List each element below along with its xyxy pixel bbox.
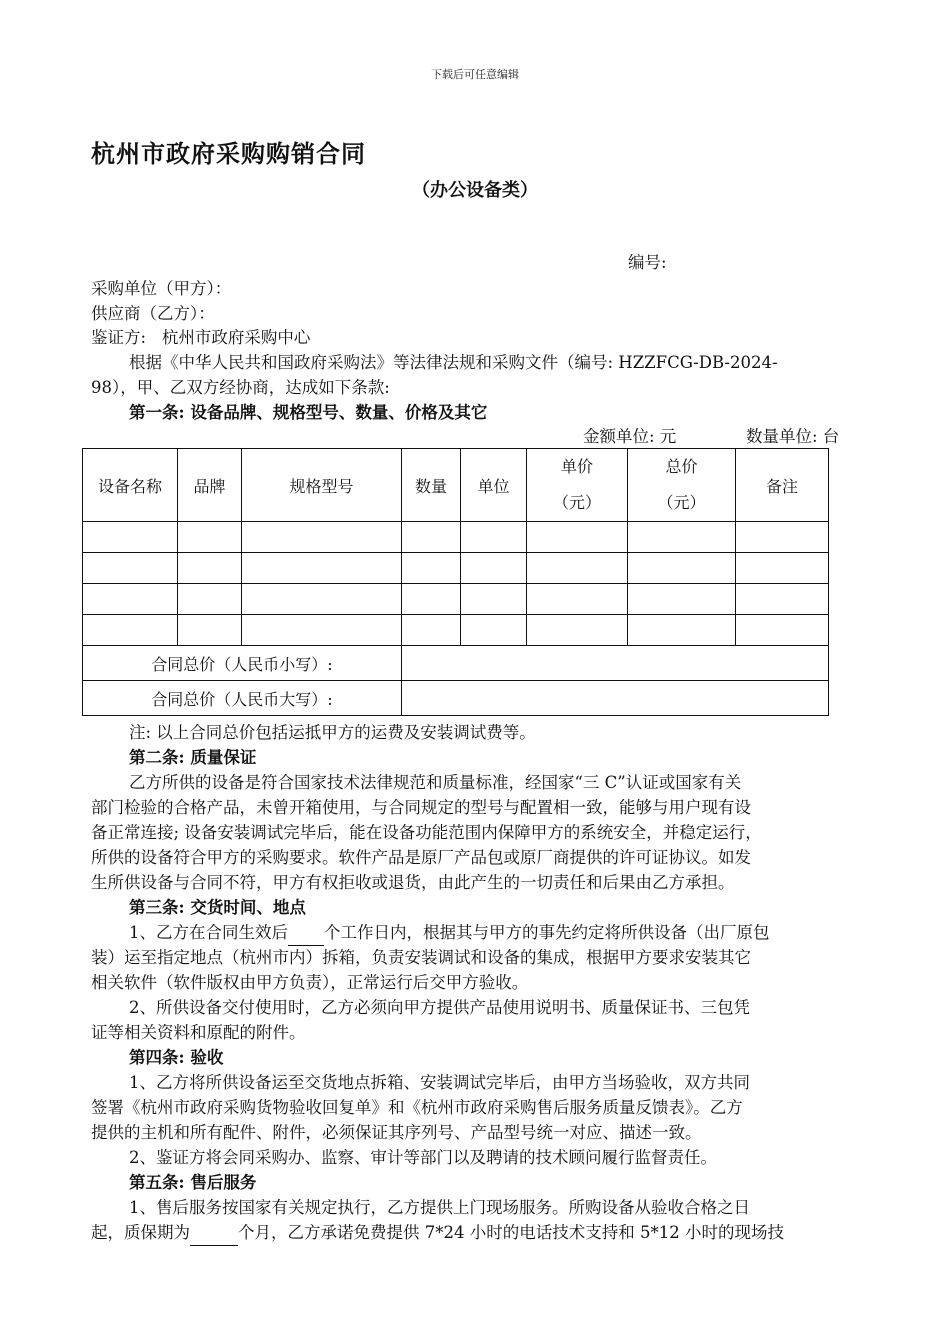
header-remarks: 备注	[736, 449, 829, 522]
article5-heading: 第五条: 售后服务	[129, 1173, 257, 1192]
header-unit-price	[527, 449, 628, 522]
article5-p1-line-1: 1、售后服务按国家有关规定执行，乙方提供上门现场服务。所购设备从验收合格之日	[129, 1198, 750, 1217]
header-name: 设备名称	[83, 449, 178, 522]
article4-p1-line-2: 签署《杭州市政府采购货物验收回复单》和《杭州市政府采购售后服务质量反馈表》。乙方	[91, 1098, 743, 1117]
total-lower-value	[402, 646, 829, 681]
article3-p1-line-1	[129, 920, 770, 946]
article3-p1-line-2: 装）运至指定地点（杭州市内）拆箱，负责安装调试和设备的集成，根据甲方要求安装其它	[91, 948, 751, 967]
article2-line-2: 部门检验的合格产品，未曾开箱使用，与合同规定的型号与配置相一致，能够与用户现有设	[91, 798, 751, 817]
table-row	[83, 615, 829, 646]
header-unit-price-label: 单价	[560, 457, 593, 476]
table-row	[83, 522, 829, 553]
witness-line	[91, 325, 310, 351]
witness-value: 杭州市政府采购中心	[161, 328, 311, 347]
total-lower-label: 合同总价（人民币小写）:	[83, 646, 402, 681]
header-unit: 单位	[461, 449, 527, 522]
header-total-price	[628, 449, 736, 522]
article2-line-4: 所供的设备符合甲方的采购要求。软件产品是原厂产品包或原厂商提供的许可证协议。如发	[91, 848, 751, 867]
total-upper-row	[83, 681, 829, 716]
article3-p2-line-1: 2、所供设备交付使用时，乙方必须向甲方提供产品使用说明书、质量保证书、三包凭	[129, 998, 750, 1017]
header-total-price-label: 总价	[665, 457, 698, 476]
document-title: 杭州市政府采购购销合同	[91, 139, 366, 168]
header-unit-price-currency: （元）	[552, 493, 601, 512]
header-quantity: 数量	[402, 449, 461, 522]
article3-p1-line-1-a: 1、乙方在合同生效后	[129, 923, 288, 942]
warranty-months-blank	[190, 1227, 238, 1246]
article4-p2-line-1: 2、鉴证方将会同采购办、监察、审计等部门以及聘请的技术顾问履行监督责任。	[129, 1148, 717, 1167]
header-brand: 品牌	[178, 449, 242, 522]
buyer-label: 采购单位（甲方）：	[91, 279, 232, 298]
table-note: 注: 以上合同总价包括运抵甲方的运费及安装调试费等。	[129, 723, 536, 742]
article5-p1-line-2	[91, 1220, 784, 1246]
article2-line-1: 乙方所供的设备是符合国家技术法律规范和质量标准，经国家“三 C”认证或国家有关	[129, 773, 742, 792]
article3-p1-line-1-b: 个工作日内，根据其与甲方的事先约定将所供设备（出厂原包	[324, 923, 770, 942]
document-subtitle: （办公设备类）	[412, 180, 538, 201]
intro-line-2: 98），甲、乙双方经协商，达成如下条款:	[91, 378, 390, 397]
table-header-row	[83, 449, 829, 522]
article2-line-3: 备正常连接; 设备安装调试完毕后，能在设备功能范围内保障甲方的系统安全，并稳定运行，	[91, 823, 762, 842]
article4-p1-line-1: 1、乙方将所供设备运至交货地点拆箱、安装调试完毕后，由甲方当场验收，双方共同	[129, 1073, 750, 1092]
total-lower-row	[83, 646, 829, 681]
article2-heading: 第二条: 质量保证	[129, 748, 257, 767]
witness-label: 鉴证方:	[91, 328, 147, 347]
article4-heading: 第四条: 验收	[129, 1048, 224, 1067]
article5-p1-line-2-b: 个月，乙方承诺免费提供 7*24 小时的电话技术支持和 5*12 小时的现场技	[238, 1223, 784, 1242]
contract-number-label: 编号:	[628, 253, 667, 272]
table-row	[83, 584, 829, 615]
amount-unit: 金额单位: 元	[583, 427, 677, 446]
table-row	[83, 553, 829, 584]
article2-line-5: 生所供设备与合同不符，甲方有权拒收或退货，由此产生的一切责任和后果由乙方承担。	[91, 873, 735, 892]
equipment-table	[82, 448, 829, 716]
article1-heading: 第一条: 设备品牌、规格型号、数量、价格及其它	[129, 403, 488, 422]
header-total-price-currency: （元）	[657, 493, 706, 512]
header-model: 规格型号	[242, 449, 402, 522]
total-upper-value	[402, 681, 829, 716]
article3-p1-line-3: 相关软件（软件版权由甲方负责），正常运行后交甲方验收。	[91, 973, 529, 992]
article5-p1-line-2-a: 起，质保期为	[91, 1223, 190, 1242]
article3-heading: 第三条: 交货时间、地点	[129, 898, 306, 917]
total-upper-label: 合同总价（人民币大写）:	[83, 681, 402, 716]
workdays-blank	[288, 927, 324, 946]
intro-line-1: 根据《中华人民共和国政府采购法》等法律法规和采购文件（编号: HZZFCG-DB-2024-	[129, 353, 778, 372]
article3-p2-line-2: 证等相关资料和原配的附件。	[91, 1023, 306, 1042]
header-note: 下载后可任意编辑	[431, 68, 519, 81]
supplier-label: 供应商（乙方）：	[91, 304, 215, 323]
quantity-unit: 数量单位: 台	[746, 427, 840, 446]
article4-p1-line-3: 提供的主机和所有配件、附件，必须保证其序列号、产品型号统一对应、描述一致。	[91, 1123, 702, 1142]
